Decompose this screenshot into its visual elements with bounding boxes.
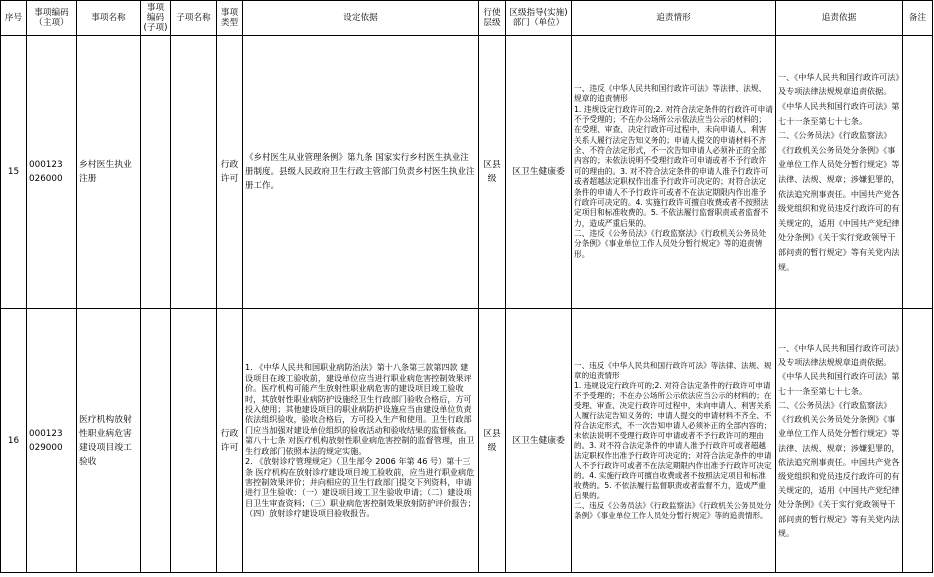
cell-code: 000123 026000	[27, 36, 77, 309]
header-subname: 子项名称	[171, 1, 217, 36]
cell-level: 区县 级	[479, 309, 506, 573]
cell-subcode	[141, 309, 171, 573]
cell-remarks	[903, 309, 933, 573]
cell-type: 行政 许可	[217, 309, 243, 573]
cell-liability: 一、违反《中华人民共和国行政许可法》等法律、法规、规章的追责情形 1. 违规设定行政许可的;2. 对符合法定条件的行政许可申请不予受理的；不在办公场所公示依法应当公示的材料的；在受理、审查、决定行政许可过程中，未向申请人、利害关系人履行法定告知义务的；申请人提交的申请材料不齐全、不符合法定形式，不一次告知申请人必须补正的全部内容的；未依法说明不受理行政许可申请或者不予行政许可的理由的。3. 对不符合法定条件的申请人准予行政许可或者超越法定职权作出准予行政许可决定的；对符合法定条件的申请人不予行政许可或者不在法定期限内作出准予行政许可决定的。4. 实施行政许可擅自收费或者不按照法定项目和标准收费的。5. 不依法履行监督职责或者监督不力，造成严重后果的。 二、违反《公务员法》《行政监察法》《行政机关公务员处分条例》《事业单位工作人员处分暂行规定》等的追责情形。	[572, 36, 776, 309]
cell-liability: 一、违反《中华人民共和国行政许可法》等法律、法规、规章的追责情形 1. 违规设定行政许可的;2. 对符合法定条件的行政许可申请不予受理的；不在办公场所公示依法应当公示的材料的；在受理、审查、决定行政许可过程中，未向申请人、利害关系人履行法定告知义务的；申请人提交的申请材料不齐全、不符合法定形式，不一次告知申请人必须补正的全部内容的；未依法说明不受理行政许可申请或者不予行政许可的理由的。3. 对不符合法定条件的申请人准予行政许可或者超越法定职权作出准予行政许可决定的；对符合法定条件的申请人不予行政许可或者不在法定期限内作出准予行政许可决定的。4. 实施行政许可擅自收费或者不按照法定项目和标准收费的。5. 不依法履行监督职责或者监督不力，造成严重后果的。 二、违反《公务员法》《行政监察法》《行政机关公务员处分条例》《事业单位工作人员处分暂行规定》等的追责情形。	[572, 309, 776, 573]
cell-dept: 区卫生健康委	[506, 36, 572, 309]
header-remarks: 备注	[903, 1, 933, 36]
cell-liability-basis: 一、《中华人民共和国行政许可法》及专项法律法规规章追责依据。 《中华人民共和国行政许可法》第七十一条至第七十七条。 二、《公务员法》《行政监察法》《行政机关公务员处分条例》《事业单位工作人员处分暂行规定》等法律、法规、规章；涉嫌犯罪的，依法追究刑事责任。中国共产党各级党组织和党员违反行政许可的有关规定的，适用《中国共产党纪律处分条例》《关于实行党政领导干部问责的暂行规定》等有关党内法规。	[776, 36, 903, 309]
header-basis: 设定依据	[243, 1, 479, 36]
cell-code: 000123 029000	[27, 309, 77, 573]
header-dept: 区级指导(实施) 部门（单位）	[506, 1, 572, 36]
cell-basis: 1. 《中华人民共和国职业病防治法》第十八条第三款第四款 建设项目在竣工验收前，建设单位应当进行职业病危害控制效果评价。医疗机构可能产生放射性职业病危害的建设项目竣工验收时，其放射性职业病防护设施经卫生行政部门验收合格后，方可投入使用；其他建设项目的职业病防护设施应当由建设单位负责依法组织验收，验收合格后，方可投入生产和使用。卫生行政部门应当加强对建设单位组织的验收活动和验收结果的监督核查。第八十七条 对医疗机构放射性职业病危害控制的监督管理，由卫生行政部门依照本法的规定实施。 2. 《放射诊疗管理规定》（卫生部令 2006 年第 46 号）第十三条 医疗机构在放射诊疗建设项目竣工验收前，应当进行职业病危害控制效果评价；并向相应的卫生行政部门提交下列资料，申请进行卫生验收：（一）建设项目竣工卫生验收申请；（二）建设项目卫生审查资料；（三）职业病危害控制效果放射防护评价报告；（四）放射诊疗建设项目验收报告。	[243, 309, 479, 573]
cell-subname	[171, 309, 217, 573]
cell-name: 乡村医生执业注册	[77, 36, 141, 309]
table-row	[1, 36, 933, 309]
header-liability: 追责情形	[572, 1, 776, 36]
table-row	[1, 309, 933, 573]
cell-level: 区县 级	[479, 36, 506, 309]
header-name: 事项名称	[77, 1, 141, 36]
header-row	[1, 1, 933, 36]
header-subcode: 事项编码 (子项)	[141, 1, 171, 36]
cell-name: 医疗机构放射性职业病危害建设项目竣工验收	[77, 309, 141, 573]
header-code: 事项编码 （主项）	[27, 1, 77, 36]
header-level: 行使 层级	[479, 1, 506, 36]
cell-liability-basis: 一、《中华人民共和国行政许可法》及专项法律法规规章追责依据。 《中华人民共和国行政许可法》第七十一条至第七十七条。 二、《公务员法》《行政监察法》《行政机关公务员处分条例》《事业单位工作人员处分暂行规定》等法律、法规、规章；涉嫌犯罪的，依法追究刑事责任。中国共产党各级党组织和党员违反行政许可的有关规定的，适用《中国共产党纪律处分条例》《关于实行党政领导干部问责的暂行规定》等有关党内法规。	[776, 309, 903, 573]
cell-basis: 《乡村医生从业管理条例》第九条 国家实行乡村医生执业注册制度。县级人民政府卫生行政主管部门负责乡村医生执业注册工作。	[243, 36, 479, 309]
cell-subname	[171, 36, 217, 309]
cell-seq: 16	[1, 309, 27, 573]
cell-seq: 15	[1, 36, 27, 309]
cell-subcode	[141, 36, 171, 309]
header-type: 事项 类型	[217, 1, 243, 36]
header-seq: 序号	[1, 1, 27, 36]
cell-remarks	[903, 36, 933, 309]
cell-dept: 区卫生健康委	[506, 309, 572, 573]
cell-type: 行政 许可	[217, 36, 243, 309]
header-liability-basis: 追责依据	[776, 1, 903, 36]
